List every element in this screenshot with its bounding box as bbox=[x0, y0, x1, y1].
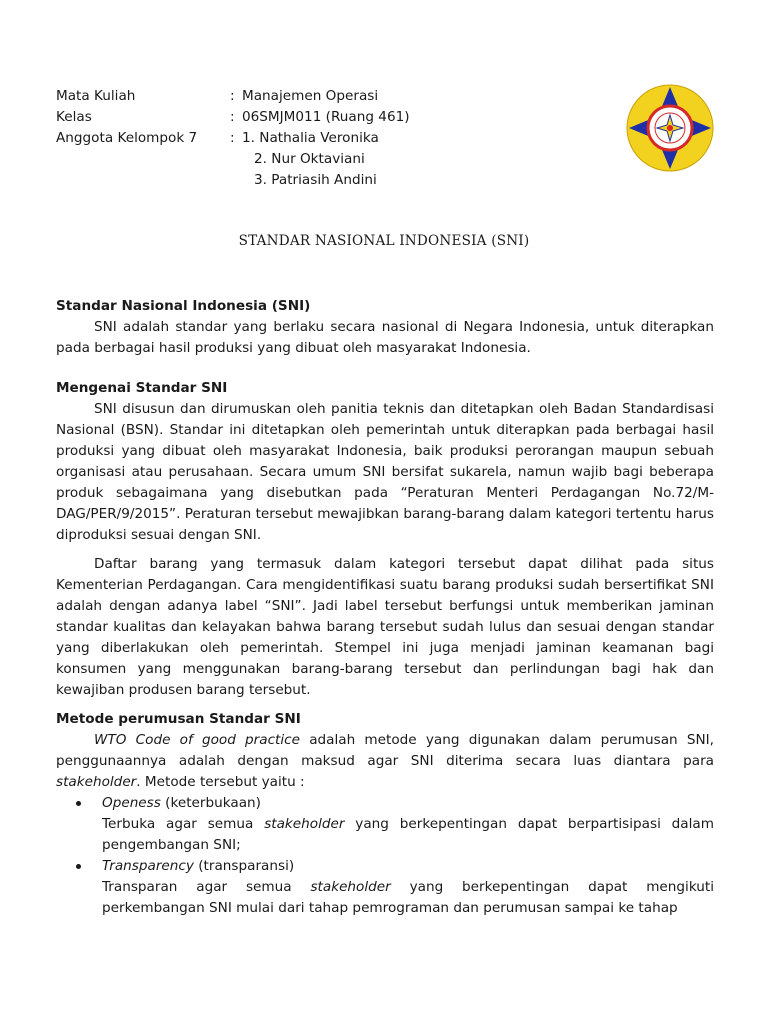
header-info bbox=[56, 86, 410, 191]
group-member-3: 3. Patriasih Andini bbox=[254, 172, 377, 188]
info-row-group: Anggota Kelompok 7 : 1. Nathalia Veronika bbox=[56, 128, 410, 149]
section-product-list bbox=[56, 554, 714, 701]
bullet-dot-icon bbox=[76, 864, 81, 869]
bullet-term: Openess bbox=[102, 795, 161, 811]
class-label: Kelas bbox=[56, 109, 92, 125]
section-sni bbox=[56, 296, 714, 359]
section-heading: Mengenai Standar SNI bbox=[56, 380, 228, 396]
course-value: Manajemen Operasi bbox=[242, 88, 379, 104]
bullet-description: Transparan agar semua stakeholder yang berkepentingan dapat mengikuti perkembangan SNI mulai dari tahap pemrograman dan perumusan sampai ke tahap bbox=[102, 879, 714, 916]
group-label: Anggota Kelompok 7 bbox=[56, 130, 198, 146]
group-member-2: 2. Nur Oktaviani bbox=[254, 151, 365, 167]
section-method bbox=[56, 709, 714, 919]
paragraph: SNI adalah standar yang berlaku secara nasional di Negara Indonesia, untuk diterapkan pada berbagai hasil produksi yang dibuat oleh masyarakat Indonesia. bbox=[56, 319, 714, 356]
bullet-description: Terbuka agar semua stakeholder yang berkepentingan dapat berpartisipasi dalam pengembangan SNI; bbox=[102, 816, 714, 853]
intro-text-mid: adalah metode yang digunakan dalam perumusan SNI, penggunaannya adalah dengan maksud agar SNI diterima secara luas diantara para bbox=[56, 732, 714, 769]
bullet-item-openess bbox=[56, 793, 714, 856]
bullet-item-transparency bbox=[56, 856, 714, 919]
group-member-1: 1. Nathalia Veronika bbox=[242, 130, 379, 146]
member-row-3 bbox=[56, 170, 410, 191]
bullet-translation: (transparansi) bbox=[193, 858, 295, 874]
info-row-class: Kelas : 06SMJM011 (Ruang 461) bbox=[56, 107, 410, 128]
course-label: Mata Kuliah bbox=[56, 88, 136, 104]
intro-italic-end: stakeholder bbox=[56, 774, 137, 790]
section-heading: Metode perumusan Standar SNI bbox=[56, 711, 301, 727]
method-intro bbox=[56, 730, 714, 793]
bullet-title bbox=[102, 856, 714, 877]
section-heading: Standar Nasional Indonesia (SNI) bbox=[56, 298, 311, 314]
paragraph: Daftar barang yang termasuk dalam kategori tersebut dapat dilihat pada situs Kementerian Perdagangan. Cara mengidentifikasi suatu barang produksi sudah bersertifikat SNI adalah dengan adanya label “SNI”. Jadi label tersebut berfungsi untuk memberikan jaminan standar kualitas dan kelayakan bahwa barang tersebut sudah lulus dan sesuai dengan standar yang diberlakukan oleh pemerintah. Stempel ini juga menjadi jaminan keamanan bagi konsumen yang menggunakan barang-barang tersebut dan perlindungan bagi hak dan kewajiban produsen barang tersebut. bbox=[56, 556, 714, 698]
bullet-term: Transparency bbox=[102, 858, 194, 874]
class-value: 06SMJM011 (Ruang 461) bbox=[242, 109, 410, 125]
intro-text-end: . Metode tersebut yaitu : bbox=[136, 774, 305, 790]
bullet-title bbox=[102, 793, 714, 814]
bullet-dot-icon bbox=[76, 801, 81, 806]
university-logo bbox=[626, 84, 714, 172]
section-about-sni bbox=[56, 378, 714, 546]
document-title: STANDAR NASIONAL INDONESIA (SNI) bbox=[238, 233, 530, 249]
paragraph: SNI disusun dan dirumuskan oleh panitia teknis dan ditetapkan oleh Badan Standardisasi Nasional (BSN). Standar ini ditetapkan oleh pemerintah untuk diterapkan pada berbagai hasil produksi yang dibuat oleh masyarakat Indonesia, baik produksi perorangan maupun sebuah organisasi atau perusahaan. Secara umum SNI bersifat sukarela, namun wajib bagi beberapa produk sebagaimana yang disebutkan pada “Peraturan Menteri Perdagangan No.72/M-DAG/PER/9/2015”. Peraturan tersebut mewajibkan barang-barang dalam kategori tertentu harus diproduksi sesuai dengan SNI. bbox=[56, 401, 714, 543]
member-row-2 bbox=[56, 149, 410, 170]
info-row-course: Mata Kuliah : Manajemen Operasi bbox=[56, 86, 410, 107]
intro-italic-start: WTO Code of good practice bbox=[94, 732, 301, 748]
bullet-translation: (keterbukaan) bbox=[160, 795, 261, 811]
